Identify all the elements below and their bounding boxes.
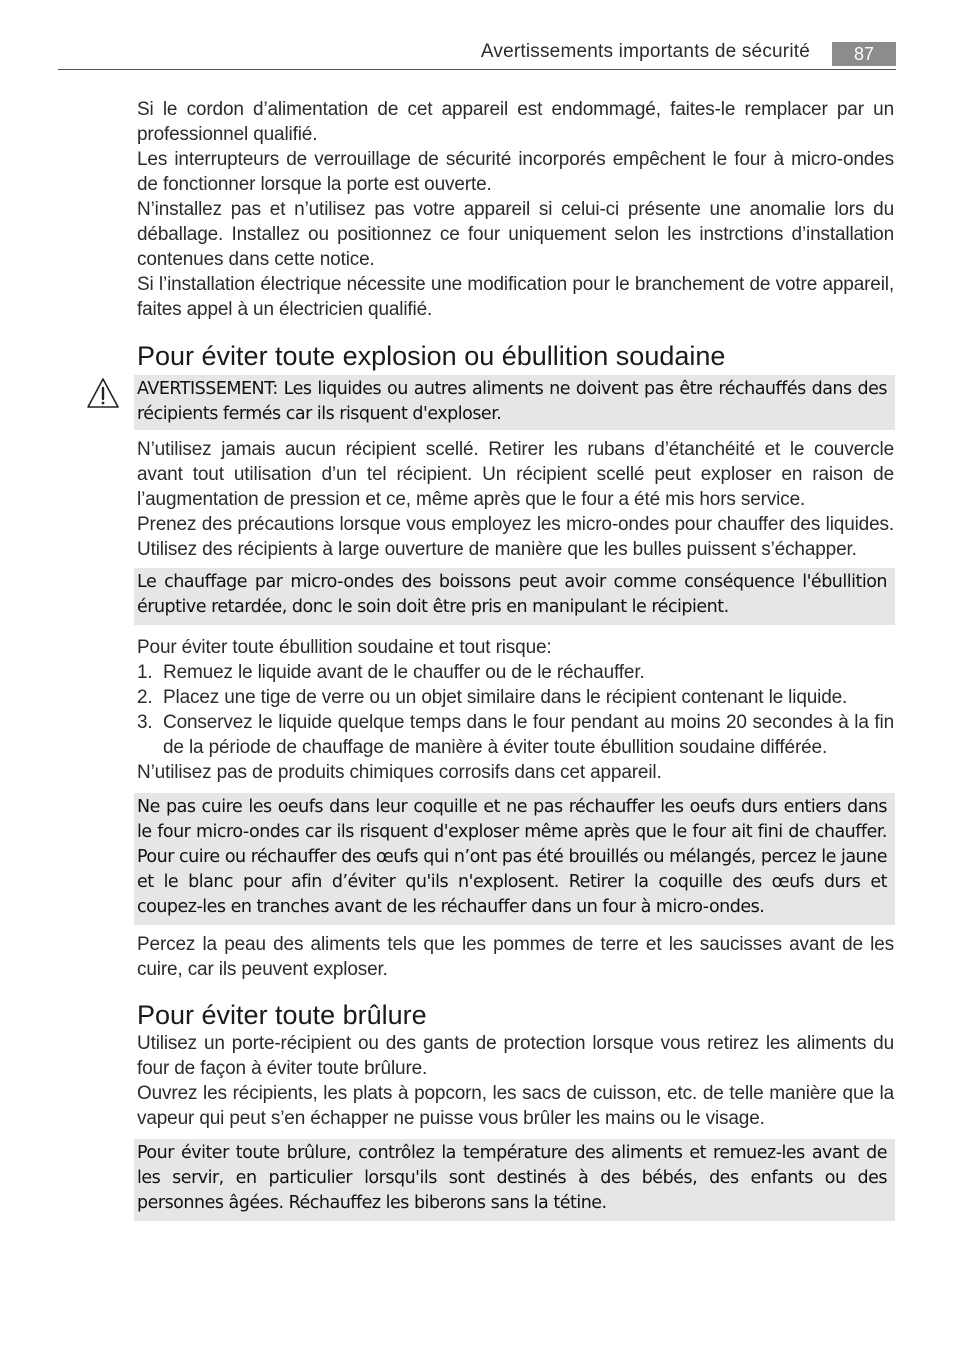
intro-paragraph: Si le cordon d’alimentation de cet appareil est endommagé, faites-le remplacer par un professionnel qualifié. <box>137 99 894 145</box>
body-paragraph: N’utilisez pas de produits chimiques corrosifs dans cet appareil. <box>137 762 662 783</box>
header-divider <box>58 69 896 70</box>
highlight-note: Ne pas cuire les oeufs dans leur coquille et ne pas réchauffer les oeufs durs entiers dans le four micro-ondes car ils risquent d'exploser même après que le four ait fini de chauffer. Pour cuire ou réchauffer des œufs qui n’ont pas été brouillés ou mélangés, percez le jaune et le blanc pour afin d’éviter qu'ils n'explosent. Retirer la coquille des œufs durs et coupez-les en tranches avant de les réchauffer dans un four à micro-ondes. <box>134 793 895 925</box>
intro-paragraph: Si l’installation électrique nécessite une modification pour le branchement de votre appareil, faites appel à un électricien qualifié. <box>137 274 894 320</box>
intro-paragraph: Les interrupteurs de verrouillage de sécurité incorporés empêchent le four à micro-ondes de fonctionner lorsque la porte est ouverte. <box>137 149 894 195</box>
page-content <box>137 97 894 1221</box>
warning-text: AVERTISSEMENT: Les liquides ou autres aliments ne doivent pas être réchauffés dans des récipients fermés car ils risquent d'exploser. <box>134 375 895 430</box>
list-intro: Pour éviter toute ébullition soudaine et tout risque: <box>137 637 552 658</box>
highlight-note: Le chauffage par micro-ondes des boissons peut avoir comme conséquence l'ébullition éruptive retardée, donc le soin doit être pris en manipulant le récipient. <box>134 568 895 625</box>
intro-paragraph: N’installez pas et n’utilisez pas votre appareil si celui-ci présente une anomalie lors du déballage. Installez ou positionnez ce four uniquement selon les instrctions d’installation contenues dans cette notice. <box>137 199 894 270</box>
body-paragraph: Percez la peau des aliments tels que les pommes de terre et les saucisses avant de les cuire, car ils peuvent exploser. <box>137 934 894 980</box>
highlight-note: Pour éviter toute brûlure, contrôlez la température des aliments et remuez-les avant de les servir, en particulier lorsqu'ils sont destinés à des bébés, des enfants ou des personnes âgées. Réchauffez les biberons sans la tétine. <box>134 1139 895 1221</box>
warning-block <box>137 375 894 430</box>
page-number: 87 <box>832 42 896 66</box>
body-paragraph: N’utilisez jamais aucun récipient scellé. Retirer les rubans d’étanchéité et le couvercle avant tout utilisation d’un tel récipient. Un récipient scellé peut exploser en raison de l’augmentation de pression et ce, même après que le four a été mis hors service. <box>137 439 894 510</box>
body-paragraph: Ouvrez les récipients, les plats à popcorn, les sacs de cuisson, etc. de telle manière que la vapeur qui peut s’en échapper ne puisse vous brûler les mains ou le visage. <box>137 1083 894 1129</box>
warning-triangle-icon <box>86 377 120 409</box>
list-item: 3. Conservez le liquide quelque temps dans le four pendant au moins 20 secondes à la fin de la période de chauffage de manière à éviter toute ébullition soudaine différée. <box>137 712 894 758</box>
list-item: 1. Remuez le liquide avant de le chauffer ou de le réchauffer. <box>137 662 645 683</box>
header-title: Avertissements importants de sécurité <box>480 41 810 62</box>
page-header <box>58 38 896 70</box>
body-paragraph: Prenez des précautions lorsque vous employez les micro-ondes pour chauffer des liquides. Utilisez des récipients à large ouverture de manière que les bulles puissent s’échapper. <box>137 514 894 560</box>
body-paragraph: Utilisez un porte-récipient ou des gants de protection lorsque vous retirez les aliments du four de façon à éviter toute brûlure. <box>137 1033 894 1079</box>
section-heading-explosion: Pour éviter toute explosion ou ébullition soudaine <box>137 341 726 371</box>
section-heading-burn: Pour éviter toute brûlure <box>137 1000 427 1030</box>
list-item: 2. Placez une tige de verre ou un objet similaire dans le récipient contenant le liquide. <box>137 687 848 708</box>
steps-list <box>137 660 894 760</box>
